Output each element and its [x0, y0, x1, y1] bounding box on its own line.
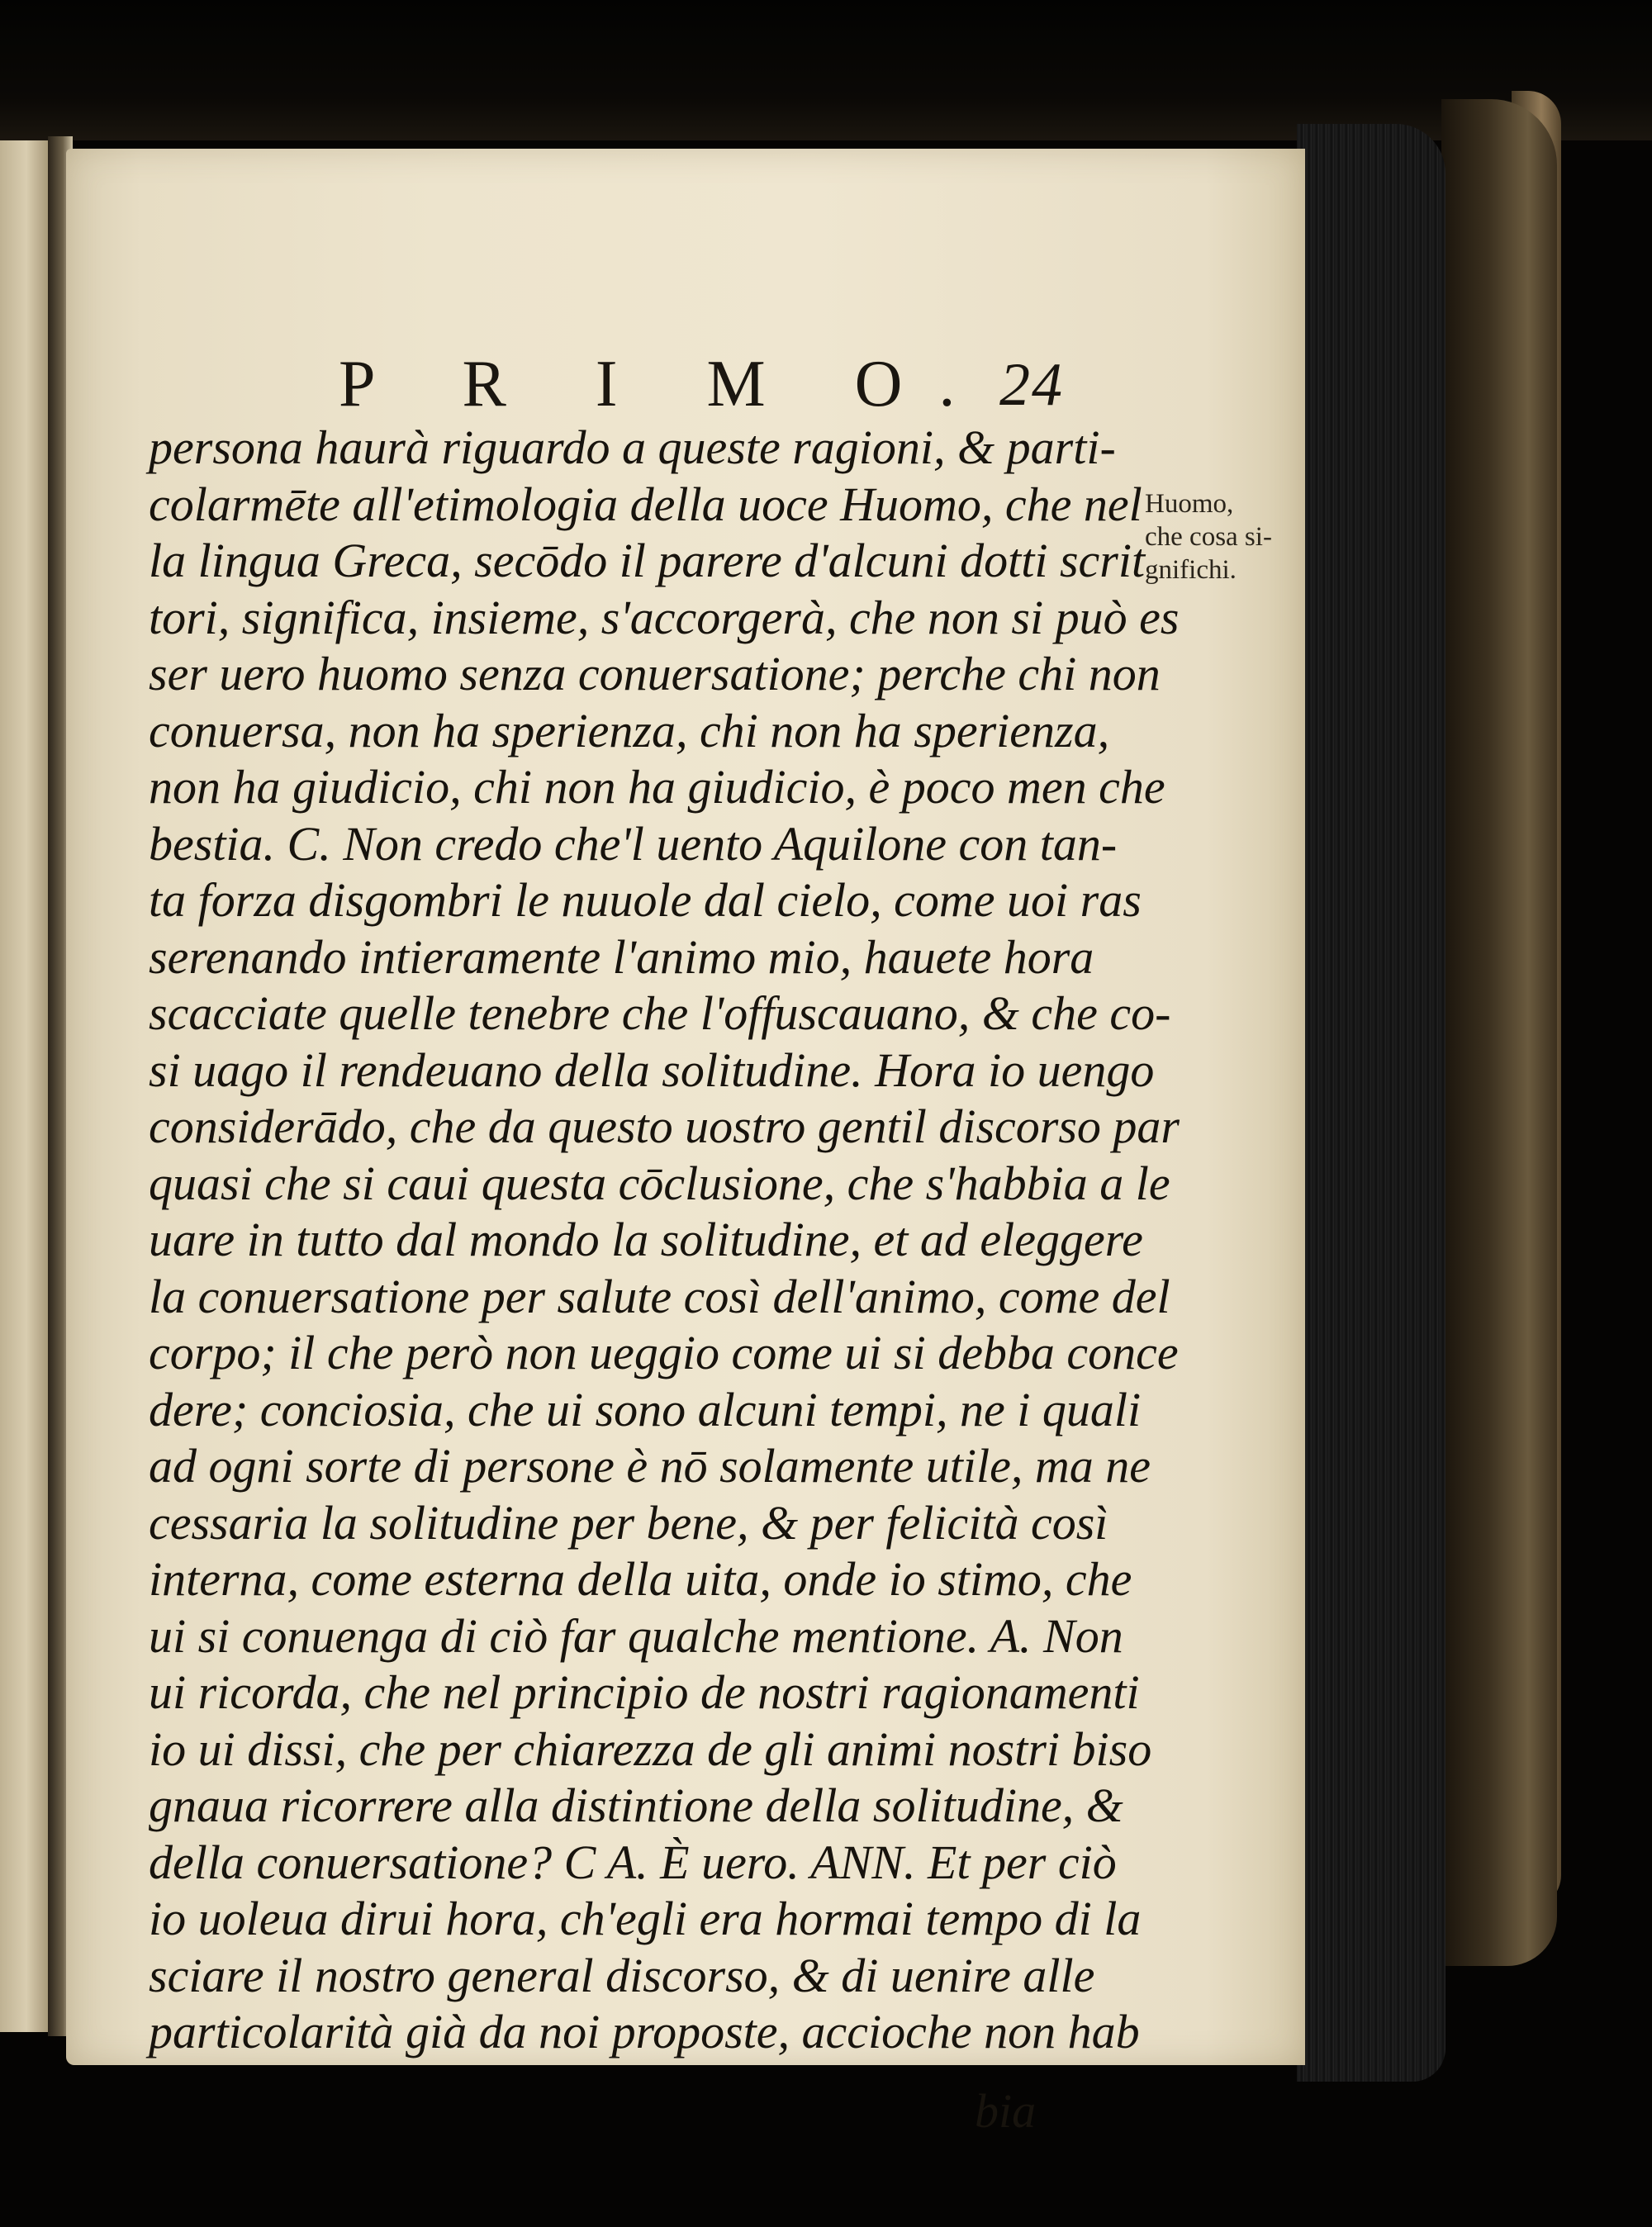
text-line: io ui dissi, che per chiarezza de gli animi nostri biso: [149, 1721, 1152, 1776]
page-number: 24: [999, 351, 1064, 419]
catchword: bia: [975, 2084, 1037, 2138]
marginal-note-line: che cosa si-: [1145, 522, 1272, 552]
running-head-title: P R I M O.: [339, 348, 992, 420]
text-line: considerādo, che da questo uostro gentil discorso par: [149, 1099, 1180, 1153]
text-line: corpo; il che però non ueggio come ui si debba conce: [149, 1326, 1179, 1379]
text-line: ad ogni sorte di persone è nō solamente utile, ma ne: [149, 1439, 1151, 1493]
text-line: della conuersatione? C A. È uero. ANN. Et per ciò: [149, 1835, 1117, 1889]
text-line: persona haurà riguardo a queste ragioni, & parti-: [149, 420, 1116, 474]
text-line: io uoleua dirui hora, ch'egli era hormai tempo di la: [149, 1892, 1142, 1945]
book-cover-edge: [1441, 99, 1557, 1966]
text-line: bestia. C. Non credo che'l uento Aquilone con tan-: [149, 816, 1118, 871]
book-page: [66, 149, 1305, 2138]
text-line: cessaria la solitudine per bene, & per felicità così: [149, 1495, 1108, 1550]
text-line: ser uero huomo senza conuersatione; perche chi non: [149, 647, 1161, 700]
text-line: colarmēte all'etimologia della uoce Huomo, che nel: [149, 477, 1142, 531]
text-line: tori, significa, insieme, s'accorgerà, che non si può es: [149, 590, 1180, 644]
text-line: quasi che si caui questa cōclusione, che s'habbia a le: [149, 1156, 1170, 1210]
text-line: ui ricorda, che nel principio de nostri ragionamenti: [149, 1665, 1140, 1719]
body-text: [149, 420, 1180, 2061]
text-line: gnaua ricorrere alla distintione della solitudine, &: [149, 1778, 1123, 1832]
text-line: sciare il nostro general discorso, & di uenire alle: [149, 1948, 1095, 2002]
text-line: la lingua Greca, secōdo il parere d'alcuni dotti scrit: [149, 534, 1146, 587]
text-line: conuersa, non ha sperienza, chi non ha sperienza,: [149, 703, 1110, 757]
text-line: scacciate quelle tenebre che l'offuscauano, & che co-: [149, 986, 1171, 1040]
text-line: ta forza disgombri le nuuole dal cielo, come uoi ras: [149, 873, 1142, 927]
text-line: ui si conuenga di ciò far qualche mentione. A. Non: [149, 1608, 1123, 1663]
text-line: dere; conciosia, che ui sono alcuni tempi, ne i quali: [149, 1382, 1142, 1436]
top-binding-edge: [0, 0, 1652, 140]
text-line: si uago il rendeuano della solitudine. Hora io uengo: [149, 1042, 1155, 1097]
text-line: non ha giudicio, chi non ha giudicio, è poco men che: [149, 760, 1165, 814]
previous-page-sliver: [0, 140, 50, 2032]
marginal-note-line: gnifichi.: [1145, 555, 1237, 585]
text-line: uare in tutto dal mondo la solitudine, et ad eleggere: [149, 1213, 1143, 1266]
text-line: interna, come esterna della uita, onde io stimo, che: [149, 1552, 1132, 1606]
page-block-edge: [1297, 124, 1446, 2082]
marginal-note: [1145, 487, 1277, 586]
text-line: la conuersatione per salute così dell'animo, come del: [149, 1269, 1170, 1323]
text-line: serenando intieramente l'animo mio, hauete hora: [149, 929, 1094, 984]
text-line: particolarità già da noi proposte, accioche non hab: [149, 2005, 1140, 2058]
marginal-note-line: Huomo,: [1145, 489, 1234, 519]
